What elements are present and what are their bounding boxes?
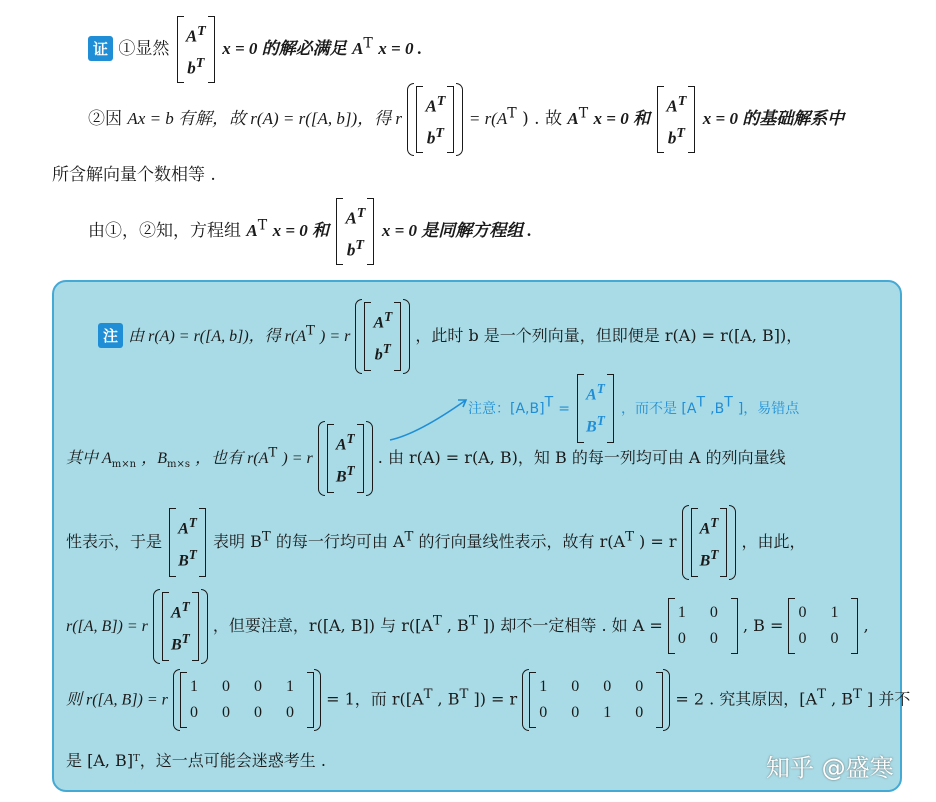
text: A	[352, 39, 364, 59]
text: 0 0	[798, 630, 849, 648]
text: = r(A	[468, 109, 508, 129]
matrix-At-bt: $A^T$ $b^T$	[336, 198, 374, 265]
text: 0 0	[677, 630, 728, 648]
text: Ax = b 有解，故 r(A) = r([A, b])，得 r	[127, 109, 403, 129]
text: ，此时 b 是一个列向量，但即便是 r(A) = r([A, B])，	[415, 325, 803, 345]
text: x = 0 是同解方程组 .	[381, 221, 532, 241]
text: ) = r	[639, 531, 677, 551]
watermark: 知乎 @盛寒	[766, 754, 894, 782]
text: 1 0	[677, 604, 728, 622]
text: ，而不是 [A	[620, 400, 697, 417]
text: x = 0 和	[272, 221, 330, 241]
matrix-At-bt: $A^T$ $b^T$	[657, 86, 695, 153]
text: 性表示，于是	[66, 531, 163, 551]
text: 由①，②知，方程组	[88, 221, 241, 242]
handwritten-note: 注意：$[A,B]^T = A^T$ $B^T$ ，而不是 [$A^T$ $,B^T$ ]，易错点	[468, 374, 799, 443]
proof-line-3: 所含解向量个数相等 .	[52, 165, 216, 185]
matrix-At-bt: $A^T$ $b^T$	[177, 16, 215, 83]
text: , B	[831, 689, 854, 709]
text: ) = r	[282, 449, 313, 467]
text: r([A, B]) = r	[66, 617, 148, 635]
text: = 1，而 r([A	[326, 689, 424, 709]
text: , B	[446, 615, 469, 635]
text: ) = r	[320, 327, 351, 345]
proof-line-1: 证 ①显然 $A^T$ $b^T$ x = 0 的解必满足 $A^T$ x = 0 .	[88, 16, 422, 83]
note-line-4: r([A, B]) = r $A^T$ $B^T$ ，但要注意，r([A, B]) 与 $r([A^T$ , $B^T$ ]) 却不一定相等 . 如 A = 1 0 0 0 , B = 0 1 0 0 ,	[66, 592, 869, 661]
text: ②因	[88, 109, 122, 130]
text: 的行向量线性表示，故有 r(A	[418, 531, 626, 551]
text: ) . 故	[522, 109, 562, 130]
text: 其中 A	[66, 449, 112, 467]
text: 的每一行均可由 A	[275, 531, 405, 551]
text: 0 0 0 0	[190, 704, 305, 721]
text: ，但要注意，r([A, B]) 与 r([A	[212, 615, 433, 635]
text: , B =	[742, 615, 784, 635]
paren: $A^T$ $b^T$	[407, 86, 463, 153]
note-badge: 注	[98, 323, 123, 348]
text: ，由此，	[741, 531, 806, 551]
text: m×n	[111, 459, 137, 471]
text: 0 0 1 0	[539, 704, 654, 721]
note-line-6: 是 [A, B]ᵀ，这一点可能会迷惑考生 .	[66, 751, 326, 770]
proof-line-2: ②因 Ax = b 有解，故 r(A) = r([A, b])，得 r $A^T$ $b^T$ = $r(A^T$ ) . 故 $A^T$ x = 0 和 $A^T$ $b^T$ x = 0 的基础解系中	[88, 86, 844, 153]
text: ]) 却不一定相等 . 如 A =	[482, 615, 663, 635]
proof-badge: 证	[88, 36, 113, 61]
text: x = 0 的基础解系中	[702, 109, 845, 129]
text: x = 0 和	[593, 109, 650, 129]
text: 1 0 0 0	[539, 678, 654, 695]
note-line-1: 注 由 r(A) = r([A, b])，得 $r(A^T$ ) = r $A^T$ $b^T$ ，此时 b 是一个列向量，但即便是 r(A) = r([A, B])，	[98, 302, 802, 371]
text: ]) = r	[473, 689, 518, 709]
note-line-3: 性表示，于是 $A^T$ $B^T$ 表明 $B^T$ 的每一行均可由 $A^T$ 的行向量线性表示，故有 $r(A^T$ ) = r $A^T$ $B^T$ ，由此，	[66, 508, 806, 577]
text: m×s	[166, 459, 190, 471]
text: ，B	[141, 449, 167, 467]
text: ，也有 r(A	[195, 449, 269, 467]
text: , B	[437, 689, 460, 709]
proof-line-4: 由①，②知，方程组 $A^T$ x = 0 和 $A^T$ $b^T$ x = 0 是同解方程组 .	[88, 198, 532, 265]
text: ,B	[710, 400, 725, 417]
text: 表明 B	[213, 531, 262, 551]
text: ,	[863, 615, 869, 635]
text: ] 并不	[867, 689, 911, 709]
text: 0 1	[798, 604, 849, 622]
text: = 2 . 究其原因，[A	[675, 689, 818, 709]
note-line-2: 其中 $A_{m\times n}$ ，$B_{m\times s}$ ，也有 $r(A^T$ ) = r $A^T$ $B^T$ . 由 r(A) = r(A, B)，知 B 的每一列均可由 A 的列向量线	[66, 424, 786, 493]
text: ①显然	[118, 39, 170, 60]
text: ]，易错点	[737, 400, 800, 417]
text: . 由 r(A) = r(A, B)，知 B 的每一列均可由 A 的列向量线	[377, 447, 786, 467]
text: 1 0 0 1	[190, 678, 305, 695]
note-line-5: 则 r([A, B]) = r 1 0 0 1 0 0 0 0 = 1，而 $r([A^T$ , $B^T$ ]) = r 1 0 0 0 0 0 1 0 = 2 . 究其原因，[$A^T$ , $B^T$ ] 并不	[66, 672, 910, 728]
text: x = 0 .	[378, 39, 422, 59]
text: x = 0 的解必满足	[222, 39, 347, 59]
text: 由 r(A) = r([A, b])，得 r(A	[128, 327, 307, 345]
text: 注意：[A,B]	[468, 400, 545, 417]
text: 则 r([A, B]) = r	[66, 691, 168, 709]
